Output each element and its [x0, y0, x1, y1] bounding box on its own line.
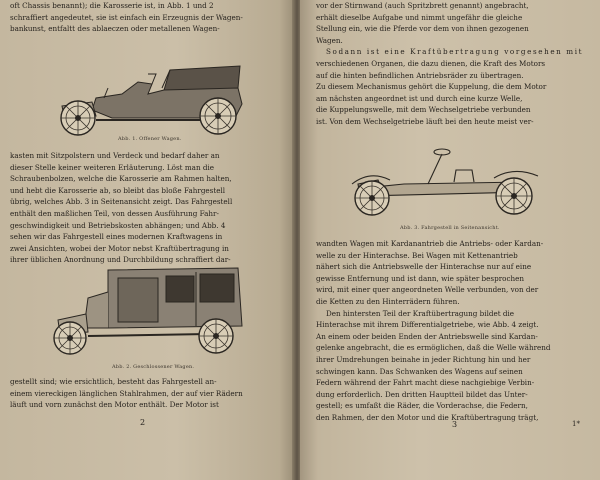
text-line: Stellung ein, wie die Pferde vor dem von ihnen gezogenen: [316, 24, 529, 34]
text-line: Federn während der Fahrt macht diese nachgiebige Verbin-: [316, 378, 535, 388]
text-line: gestell; es umfaßt die Räder, die Vorderachse, die Federn,: [316, 401, 528, 411]
figure-chassis: [344, 140, 544, 220]
text-line: Hinterachse mit ihrem Differentialgetriebe, wie Abb. 4 zeigt.: [316, 320, 539, 330]
text-line: dieser Stelle keiner weiteren Erläuterung. Löst man die: [10, 162, 215, 172]
text-line: gestellt sind; wie ersichtlich, besteht das Fahrgestell an-: [10, 377, 217, 386]
text-line: Sodann ist eine Kraftübertragung vorgesehen mit: [326, 47, 584, 57]
text-line: bankunst, entfaltt des ablaeczen oder metallenen Wagen-: [10, 24, 220, 34]
text-line: ist. Von dem Wechselgetriebe läuft bei den heute meist ver-: [316, 116, 534, 126]
text-line: erhält dieselbe Aufgabe und nimmt ungefähr die gleiche: [316, 12, 523, 22]
text-line: die Kuppelungswelle, mit dem Wechselgetriebe verbunden: [316, 105, 531, 115]
left-top-text: [10, 0, 272, 35]
right-top-text: [316, 0, 588, 128]
text-line: Wagen.: [316, 35, 343, 45]
page-number: 2: [140, 418, 146, 427]
text-line: Schraubenbolzen, welche die Karosserie am Rahmen halten,: [10, 174, 232, 184]
figure-caption: Abb. 2. Geschlossener Wagen.: [112, 364, 195, 370]
text-line: nähert sich die Antriebswelle der Hinterachse nur auf eine: [316, 262, 532, 272]
text-line: Den hintersten Teil der Kraftübertragung bildet die: [326, 308, 515, 318]
left-bottom-text: [10, 376, 272, 411]
text-line: welle zu der Hinterachse. Bei Wagen mit Kettenantrieb: [316, 250, 518, 260]
page-number: 3: [452, 420, 458, 429]
text-line: übrig, welches Abb. 3 in Seitenansicht zeigt. Das Fahrgestell: [10, 197, 233, 207]
text-line: die Ketten zu den Hinterrädern führen.: [316, 296, 460, 306]
text-line: den Rahmen, der den Motor und die Kraftübertragung trägt,: [316, 412, 539, 422]
text-line: dung erforderlich. Den dritten Hauptteil bildet das Unter-: [316, 389, 528, 399]
left-page: [0, 0, 294, 480]
right-page: [300, 0, 600, 480]
text-line: und hebt die Karosserie ab, so bleibt das bloße Fahrgestell: [10, 185, 226, 195]
text-line: schwingen kann. Das Schwanken des Wagens auf seinen: [316, 366, 523, 376]
text-line: oft Chassis benannt); die Karosserie ist, in Abb. 1 und 2: [10, 1, 214, 10]
text-line: wandten Wagen mit Kardanantrieb die Antriebs- oder Kardan-: [316, 239, 544, 248]
text-line: schraffiert angedeutet, sie ist einfach ein Erzeugnis der Wagen-: [10, 12, 243, 22]
text-line: An einem oder beiden Enden der Antriebswelle sind Kardan-: [316, 331, 538, 341]
text-line: ihrer Umdrehungen beinahe in jeder Richtung hin und her: [316, 354, 531, 364]
text-line: sehen wir das Fahrgestell eines modernen Kraftwagens in: [10, 232, 223, 242]
text-line: ihrer üblichen Anordnung und Durchbildung schraffiert dar-: [10, 255, 231, 265]
text-line: gelenke angebracht, die es ermöglichen, daß die Welle während: [316, 343, 551, 353]
right-bottom-text: [316, 238, 588, 424]
figure-caption: Abb. 3. Fahrgestell in Seitenansicht.: [400, 225, 500, 231]
text-line: Zu diesem Mechanismus gehört die Kuppelung, die dem Motor: [316, 82, 547, 92]
text-line: vor der Stirnwand (auch Spritzbrett genannt) angebracht,: [316, 1, 529, 10]
left-middle-text: [10, 150, 272, 266]
text-line: am nächsten angeordnet ist und durch eine kurze Welle,: [316, 93, 523, 103]
text-line: gewisse Entfernung und ist dann, wie später besprochen: [316, 273, 524, 283]
text-line: einem viereckigen länglichen Stahlrahmen, der auf vier Rädern: [10, 388, 243, 398]
figure-caption: Abb. 1. Offener Wagen.: [118, 136, 182, 142]
signature-mark: 1*: [572, 420, 580, 428]
text-line: wird, mit einer quer angeordneten Welle verbunden, von der: [316, 285, 539, 295]
text-line: enthält den maßlichen Teil, von dessen Ausführung Fahr-: [10, 208, 219, 218]
text-line: läuft und vorn zunächst den Motor enthält. Der Motor ist: [10, 400, 219, 410]
text-line: kasten mit Sitzpolstern und Verdeck und bedarf daher an: [10, 151, 220, 160]
text-line: auf die hinten befindlichen Antriebsräder zu übertragen.: [316, 70, 524, 80]
figure-open-car: [52, 60, 252, 138]
text-line: geschwindigkeit und Betriebskosten abhängen; und Abb. 4: [10, 220, 226, 230]
figure-closed-car: [48, 262, 248, 358]
text-line: zwei Ansichten, wobei der Motor nebst Kraftübertragung in: [10, 243, 229, 253]
text-line: verschiedenen Organen, die dazu dienen, die Kraft des Motors: [316, 58, 546, 68]
